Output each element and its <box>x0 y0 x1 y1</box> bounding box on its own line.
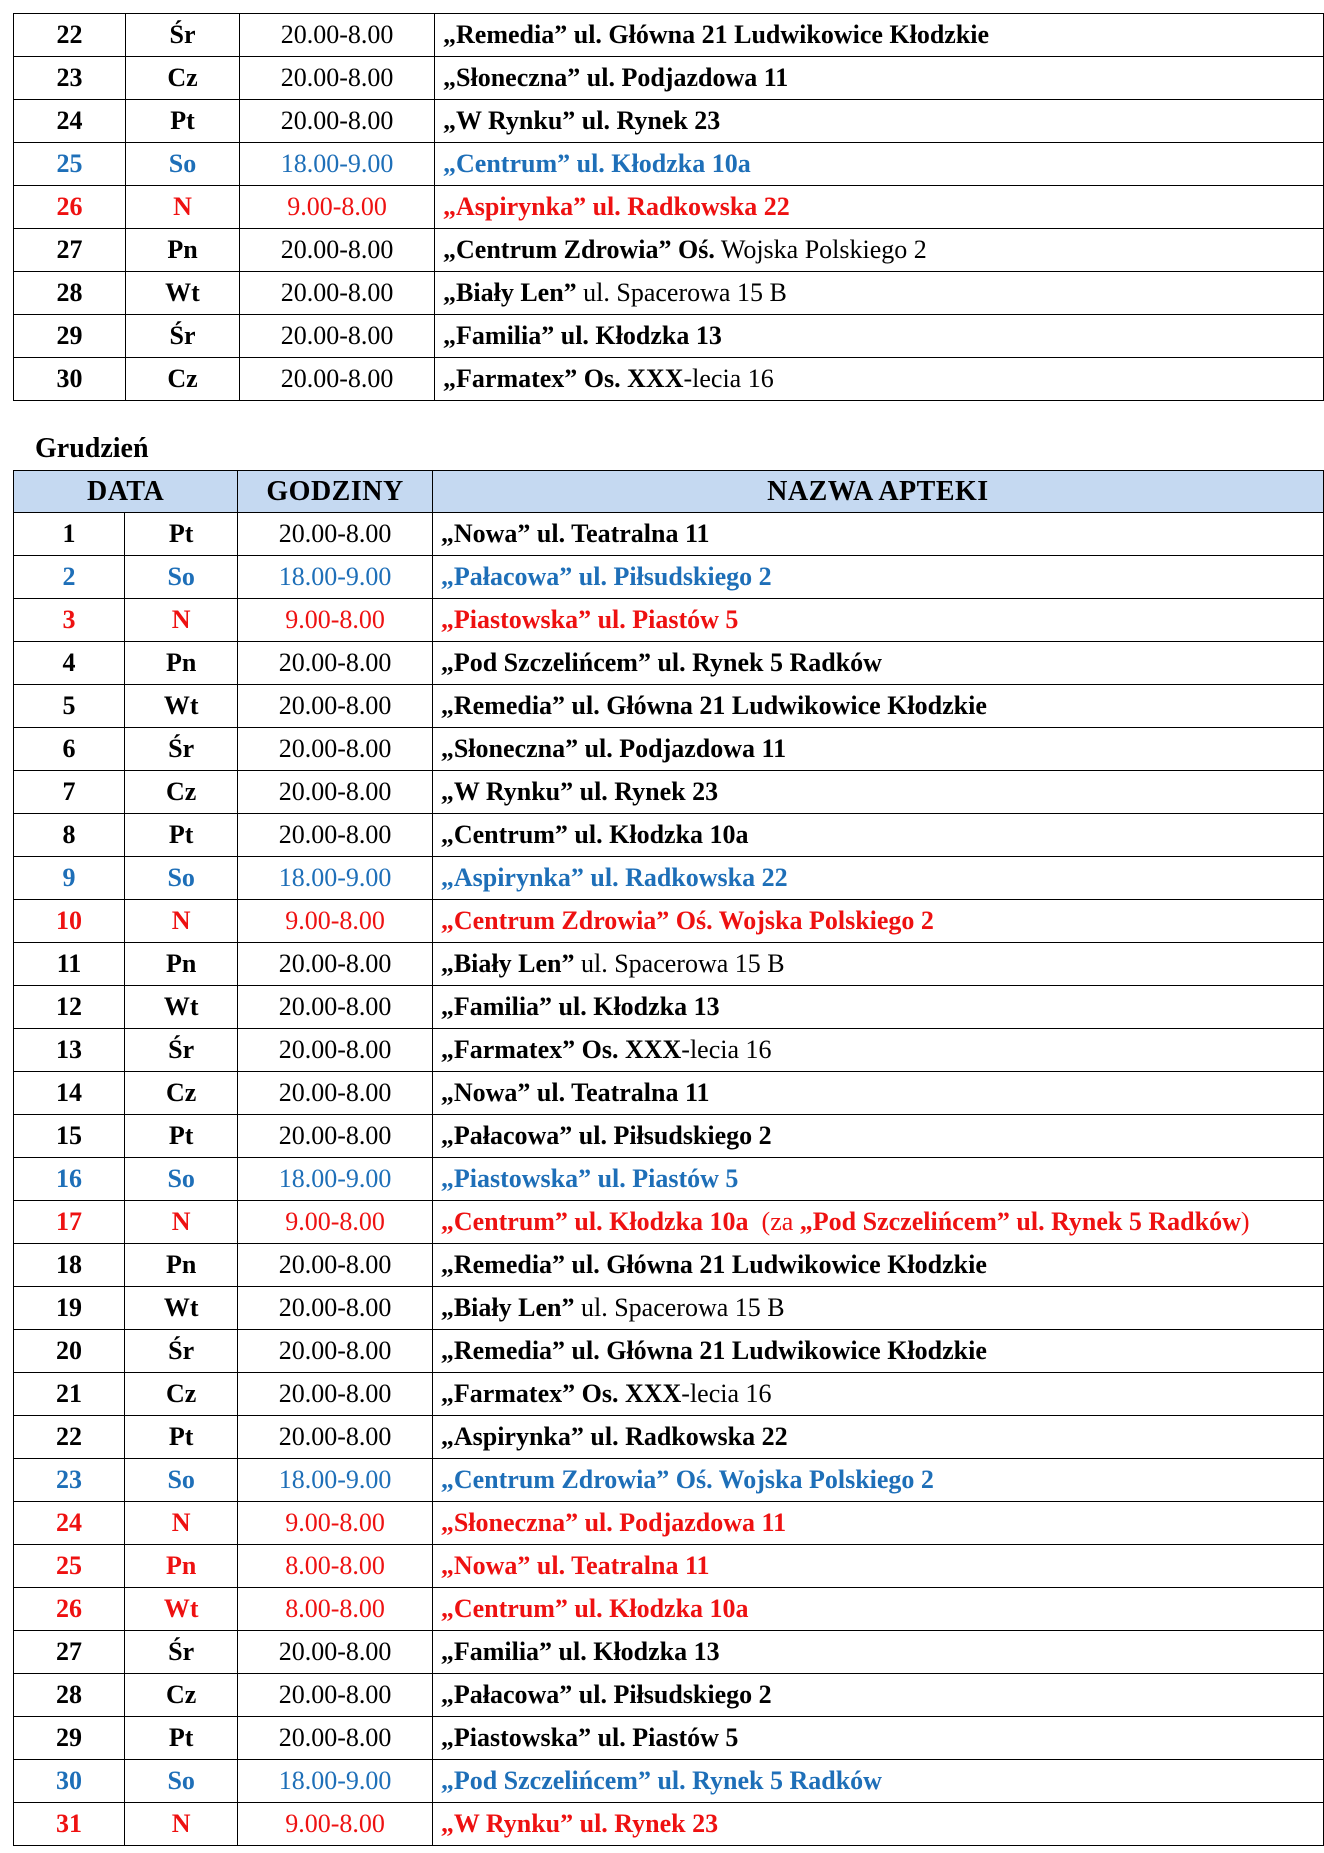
table-row <box>14 1072 1324 1115</box>
day-number: 27 <box>14 229 126 272</box>
day-number: 8 <box>14 814 125 857</box>
day-number: 1 <box>14 513 125 556</box>
pharmacy-name <box>432 1588 1323 1631</box>
day-number: 22 <box>14 14 126 57</box>
pharmacy-name <box>435 358 1324 401</box>
pharmacy-address-plain: (za <box>748 1207 800 1236</box>
pharmacy-name <box>432 1545 1323 1588</box>
pharmacy-name-bold: „Pałacowa” ul. Piłsudskiego 2 <box>440 1121 772 1150</box>
duty-hours: 9.00-8.00 <box>238 1502 433 1545</box>
table-row <box>14 1158 1324 1201</box>
pharmacy-name <box>435 14 1324 57</box>
weekday: So <box>125 1158 238 1201</box>
table-row <box>14 685 1324 728</box>
december-duty-table <box>13 470 1324 1846</box>
day-number: 11 <box>14 943 125 986</box>
pharmacy-name-bold: „Farmatex” Os. XXX <box>443 364 684 393</box>
header-data: DATA <box>14 471 238 513</box>
day-number: 26 <box>14 186 126 229</box>
pharmacy-name-bold: „W Rynku” ul. Rynek 23 <box>440 777 719 806</box>
duty-hours: 8.00-8.00 <box>238 1545 433 1588</box>
table-row <box>14 1760 1324 1803</box>
table-header-row <box>14 471 1324 513</box>
table-row <box>14 1373 1324 1416</box>
day-number: 29 <box>14 315 126 358</box>
weekday: Śr <box>125 14 239 57</box>
duty-hours: 20.00-8.00 <box>238 1717 433 1760</box>
pharmacy-name-bold: „Farmatex” Os. XXX <box>440 1379 682 1408</box>
pharmacy-address-plain: ul. Spacerowa 15 B <box>574 949 785 978</box>
duty-hours: 20.00-8.00 <box>238 771 433 814</box>
table-row <box>14 57 1324 100</box>
duty-hours: 9.00-8.00 <box>238 599 433 642</box>
table-row <box>14 143 1324 186</box>
table-row <box>14 642 1324 685</box>
november-duty-table <box>13 13 1324 401</box>
pharmacy-name-bold: „Aspirynka” ul. Radkowska 22 <box>440 863 788 892</box>
pharmacy-name-bold: „Remedia” ul. Główna 21 Ludwikowice Kłodzkie <box>440 691 987 720</box>
pharmacy-name-bold: „Słoneczna” ul. Podjazdowa 11 <box>440 1508 787 1537</box>
pharmacy-name-bold: „Pałacowa” ul. Piłsudskiego 2 <box>440 1680 772 1709</box>
day-number: 21 <box>14 1373 125 1416</box>
weekday: Cz <box>125 771 238 814</box>
table-row <box>14 1631 1324 1674</box>
duty-hours: 18.00-9.00 <box>238 556 433 599</box>
table-row <box>14 1803 1324 1846</box>
weekday: Pt <box>125 100 239 143</box>
day-number: 12 <box>14 986 125 1029</box>
pharmacy-name <box>432 1373 1323 1416</box>
weekday: Śr <box>125 1029 238 1072</box>
december-duty-rows <box>14 513 1324 1846</box>
pharmacy-name-bold: „Biały Len” <box>440 949 575 978</box>
pharmacy-name-bold: „Centrum” ul. Kłodzka 10a <box>440 1207 749 1236</box>
day-number: 16 <box>14 1158 125 1201</box>
weekday: So <box>125 556 238 599</box>
weekday: Wt <box>125 986 238 1029</box>
duty-hours: 20.00-8.00 <box>238 1287 433 1330</box>
pharmacy-name-bold: „Centrum” ul. Kłodzka 10a <box>440 820 749 849</box>
table-row <box>14 728 1324 771</box>
weekday: N <box>125 900 238 943</box>
pharmacy-name-bold: „Remedia” ul. Główna 21 Ludwikowice Kłodzkie <box>440 1250 987 1279</box>
pharmacy-name-bold: „Centrum Zdrowia” Oś. Wojska Polskiego 2 <box>440 906 934 935</box>
table-row <box>14 1459 1324 1502</box>
weekday: Wt <box>125 1287 238 1330</box>
weekday: So <box>125 1459 238 1502</box>
pharmacy-name-bold: „Słoneczna” ul. Podjazdowa 11 <box>443 63 789 92</box>
pharmacy-name-bold: „Biały Len” <box>440 1293 575 1322</box>
day-number: 27 <box>14 1631 125 1674</box>
table-row <box>14 1717 1324 1760</box>
pharmacy-name-bold: „Piastowska” ul. Piastów 5 <box>440 605 739 634</box>
weekday: Cz <box>125 1373 238 1416</box>
weekday: N <box>125 1502 238 1545</box>
day-number: 2 <box>14 556 125 599</box>
duty-hours: 9.00-8.00 <box>238 1803 433 1846</box>
day-number: 26 <box>14 1588 125 1631</box>
duty-hours: 20.00-8.00 <box>240 315 435 358</box>
table-row <box>14 771 1324 814</box>
duty-hours: 20.00-8.00 <box>238 1244 433 1287</box>
pharmacy-name-bold: „Familia” ul. Kłodzka 13 <box>440 992 720 1021</box>
day-number: 19 <box>14 1287 125 1330</box>
pharmacy-name-bold: „Centrum Zdrowia” Oś. <box>443 235 715 264</box>
day-number: 4 <box>14 642 125 685</box>
duty-hours: 20.00-8.00 <box>240 358 435 401</box>
duty-hours: 20.00-8.00 <box>238 943 433 986</box>
pharmacy-address-plain: Wojska Polskiego 2 <box>714 235 927 264</box>
day-number: 24 <box>14 100 126 143</box>
weekday: N <box>125 1803 238 1846</box>
pharmacy-name-bold: „Nowa” ul. Teatralna 11 <box>440 1078 710 1107</box>
table-row <box>14 943 1324 986</box>
pharmacy-name <box>432 685 1323 728</box>
weekday: N <box>125 599 238 642</box>
weekday: Pn <box>125 229 239 272</box>
duty-hours: 20.00-8.00 <box>240 229 435 272</box>
weekday: So <box>125 857 238 900</box>
weekday: Wt <box>125 685 238 728</box>
pharmacy-name <box>435 100 1324 143</box>
pharmacy-name-bold: „Pod Szczelińcem” ul. Rynek 5 Radków <box>440 1766 882 1795</box>
weekday: Pn <box>125 1244 238 1287</box>
day-number: 20 <box>14 1330 125 1373</box>
duty-hours: 20.00-8.00 <box>238 1416 433 1459</box>
pharmacy-name-bold: „Piastowska” ul. Piastów 5 <box>440 1723 739 1752</box>
pharmacy-name <box>432 1244 1323 1287</box>
pharmacy-name <box>435 229 1324 272</box>
weekday: Śr <box>125 728 238 771</box>
pharmacy-name-bold: „Familia” ul. Kłodzka 13 <box>443 321 722 350</box>
pharmacy-name <box>432 1717 1323 1760</box>
table-row <box>14 1244 1324 1287</box>
table-row <box>14 1416 1324 1459</box>
weekday: So <box>125 1760 238 1803</box>
pharmacy-name-bold: „Aspirynka” ul. Radkowska 22 <box>443 192 790 221</box>
pharmacy-name-bold: „Farmatex” Os. XXX <box>440 1035 682 1064</box>
table-row <box>14 358 1324 401</box>
weekday: Pn <box>125 943 238 986</box>
table-row <box>14 814 1324 857</box>
duty-hours: 20.00-8.00 <box>238 642 433 685</box>
pharmacy-name <box>432 986 1323 1029</box>
weekday: Cz <box>125 57 239 100</box>
day-number: 6 <box>14 728 125 771</box>
pharmacy-name-bold: „Pod Szczelińcem” ul. Rynek 5 Radków <box>440 648 882 677</box>
pharmacy-name-bold: „Aspirynka” ul. Radkowska 22 <box>440 1422 788 1451</box>
day-number: 14 <box>14 1072 125 1115</box>
pharmacy-address-plain: -lecia 16 <box>683 364 774 393</box>
duty-hours: 20.00-8.00 <box>238 1072 433 1115</box>
table-row <box>14 1330 1324 1373</box>
duty-hours: 20.00-8.00 <box>240 14 435 57</box>
day-number: 29 <box>14 1717 125 1760</box>
table-row <box>14 1201 1324 1244</box>
pharmacy-name <box>432 1502 1323 1545</box>
pharmacy-name <box>432 1330 1323 1373</box>
pharmacy-name <box>435 143 1324 186</box>
duty-hours: 8.00-8.00 <box>238 1588 433 1631</box>
pharmacy-name-bold: „Remedia” ul. Główna 21 Ludwikowice Kłodzkie <box>440 1336 987 1365</box>
pharmacy-name-bold: „W Rynku” ul. Rynek 23 <box>440 1809 719 1838</box>
pharmacy-name-bold: „Familia” ul. Kłodzka 13 <box>440 1637 720 1666</box>
day-number: 23 <box>14 1459 125 1502</box>
table-row <box>14 1115 1324 1158</box>
pharmacy-name <box>432 1760 1323 1803</box>
day-number: 24 <box>14 1502 125 1545</box>
weekday: Śr <box>125 1631 238 1674</box>
weekday: Wt <box>125 1588 238 1631</box>
weekday: So <box>125 143 239 186</box>
duty-hours: 18.00-9.00 <box>238 1459 433 1502</box>
day-number: 10 <box>14 900 125 943</box>
duty-hours: 18.00-9.00 <box>238 857 433 900</box>
pharmacy-name <box>432 1287 1323 1330</box>
table-row <box>14 14 1324 57</box>
pharmacy-name <box>432 1803 1323 1846</box>
duty-hours: 20.00-8.00 <box>238 986 433 1029</box>
pharmacy-name-bold: „W Rynku” ul. Rynek 23 <box>443 106 721 135</box>
pharmacy-name <box>432 642 1323 685</box>
table-row <box>14 1287 1324 1330</box>
day-number: 23 <box>14 57 126 100</box>
header-godziny: GODZINY <box>238 471 433 513</box>
pharmacy-name-bold: „Pod Szczelińcem” ul. Rynek 5 Radków <box>799 1207 1241 1236</box>
weekday: Cz <box>125 358 239 401</box>
table-row <box>14 513 1324 556</box>
duty-hours: 20.00-8.00 <box>240 100 435 143</box>
weekday: Pt <box>125 1416 238 1459</box>
pharmacy-name-bold: „Centrum” ul. Kłodzka 10a <box>443 149 751 178</box>
day-number: 5 <box>14 685 125 728</box>
pharmacy-name <box>435 315 1324 358</box>
day-number: 15 <box>14 1115 125 1158</box>
pharmacy-name-bold: „Nowa” ul. Teatralna 11 <box>440 1551 710 1580</box>
weekday: Pn <box>125 1545 238 1588</box>
duty-hours: 9.00-8.00 <box>238 900 433 943</box>
pharmacy-address-plain: ul. Spacerowa 15 B <box>576 278 787 307</box>
table-row <box>14 1674 1324 1717</box>
table-row <box>14 900 1324 943</box>
pharmacy-address-plain: ) <box>1240 1207 1250 1236</box>
table-row <box>14 229 1324 272</box>
duty-hours: 18.00-9.00 <box>238 1760 433 1803</box>
pharmacy-name <box>432 1631 1323 1674</box>
duty-hours: 20.00-8.00 <box>238 513 433 556</box>
day-number: 9 <box>14 857 125 900</box>
day-number: 25 <box>14 1545 125 1588</box>
duty-hours: 9.00-8.00 <box>238 1201 433 1244</box>
duty-hours: 20.00-8.00 <box>238 728 433 771</box>
table-row <box>14 1029 1324 1072</box>
pharmacy-name-bold: „Nowa” ul. Teatralna 11 <box>440 519 710 548</box>
day-number: 28 <box>14 1674 125 1717</box>
november-duty-rows <box>14 14 1324 401</box>
day-number: 3 <box>14 599 125 642</box>
pharmacy-name <box>432 1201 1323 1244</box>
day-number: 28 <box>14 272 126 315</box>
pharmacy-name-bold: „Remedia” ul. Główna 21 Ludwikowice Kłodzkie <box>443 20 990 49</box>
day-number: 18 <box>14 1244 125 1287</box>
weekday: Śr <box>125 315 239 358</box>
day-number: 13 <box>14 1029 125 1072</box>
header-nazwa-apteki: NAZWA APTEKI <box>432 471 1323 513</box>
weekday: Cz <box>125 1674 238 1717</box>
pharmacy-name <box>432 771 1323 814</box>
duty-hours: 20.00-8.00 <box>238 1373 433 1416</box>
pharmacy-name <box>432 599 1323 642</box>
day-number: 22 <box>14 1416 125 1459</box>
table-row <box>14 1502 1324 1545</box>
pharmacy-name <box>435 57 1324 100</box>
table-row <box>14 315 1324 358</box>
pharmacy-name <box>432 1072 1323 1115</box>
pharmacy-name <box>432 728 1323 771</box>
pharmacy-name <box>435 186 1324 229</box>
pharmacy-name-bold: „Biały Len” <box>443 278 577 307</box>
duty-hours: 20.00-8.00 <box>240 272 435 315</box>
table-row <box>14 100 1324 143</box>
weekday: Pt <box>125 1717 238 1760</box>
day-number: 17 <box>14 1201 125 1244</box>
pharmacy-address-plain: ul. Spacerowa 15 B <box>574 1293 785 1322</box>
pharmacy-name <box>432 1158 1323 1201</box>
duty-hours: 9.00-8.00 <box>240 186 435 229</box>
weekday: N <box>125 1201 238 1244</box>
pharmacy-name-bold: „Centrum Zdrowia” Oś. Wojska Polskiego 2 <box>440 1465 934 1494</box>
month-title: Grudzień <box>35 433 149 464</box>
weekday: Pn <box>125 642 238 685</box>
duty-hours: 20.00-8.00 <box>238 1115 433 1158</box>
duty-hours: 20.00-8.00 <box>238 1631 433 1674</box>
weekday: Pt <box>125 814 238 857</box>
pharmacy-name <box>432 1115 1323 1158</box>
pharmacy-name-bold: „Piastowska” ul. Piastów 5 <box>440 1164 739 1193</box>
pharmacy-name <box>432 1674 1323 1717</box>
weekday: Wt <box>125 272 239 315</box>
weekday: Śr <box>125 1330 238 1373</box>
pharmacy-name-bold: „Pałacowa” ul. Piłsudskiego 2 <box>440 562 772 591</box>
table-row <box>14 986 1324 1029</box>
pharmacy-name <box>432 943 1323 986</box>
table-row <box>14 599 1324 642</box>
duty-hours: 20.00-8.00 <box>238 1674 433 1717</box>
pharmacy-name <box>435 272 1324 315</box>
table-row <box>14 272 1324 315</box>
pharmacy-address-plain: -lecia 16 <box>681 1035 772 1064</box>
pharmacy-name <box>432 513 1323 556</box>
duty-hours: 20.00-8.00 <box>240 57 435 100</box>
pharmacy-name <box>432 556 1323 599</box>
day-number: 25 <box>14 143 126 186</box>
duty-hours: 20.00-8.00 <box>238 685 433 728</box>
pharmacy-name <box>432 900 1323 943</box>
day-number: 7 <box>14 771 125 814</box>
pharmacy-name-bold: „Słoneczna” ul. Podjazdowa 11 <box>440 734 787 763</box>
duty-hours: 18.00-9.00 <box>238 1158 433 1201</box>
day-number: 31 <box>14 1803 125 1846</box>
pharmacy-name <box>432 1029 1323 1072</box>
duty-hours: 20.00-8.00 <box>238 1330 433 1373</box>
weekday: Pt <box>125 1115 238 1158</box>
day-number: 30 <box>14 1760 125 1803</box>
pharmacy-name-bold: „Centrum” ul. Kłodzka 10a <box>440 1594 749 1623</box>
duty-hours: 20.00-8.00 <box>238 1029 433 1072</box>
pharmacy-name <box>432 814 1323 857</box>
pharmacy-name <box>432 1416 1323 1459</box>
weekday: N <box>125 186 239 229</box>
pharmacy-address-plain: -lecia 16 <box>681 1379 772 1408</box>
table-row <box>14 857 1324 900</box>
table-row <box>14 556 1324 599</box>
duty-hours: 20.00-8.00 <box>238 814 433 857</box>
table-row <box>14 1545 1324 1588</box>
pharmacy-name <box>432 1459 1323 1502</box>
pharmacy-name <box>432 857 1323 900</box>
duty-hours: 18.00-9.00 <box>240 143 435 186</box>
day-number: 30 <box>14 358 126 401</box>
weekday: Pt <box>125 513 238 556</box>
table-row <box>14 1588 1324 1631</box>
table-row <box>14 186 1324 229</box>
weekday: Cz <box>125 1072 238 1115</box>
